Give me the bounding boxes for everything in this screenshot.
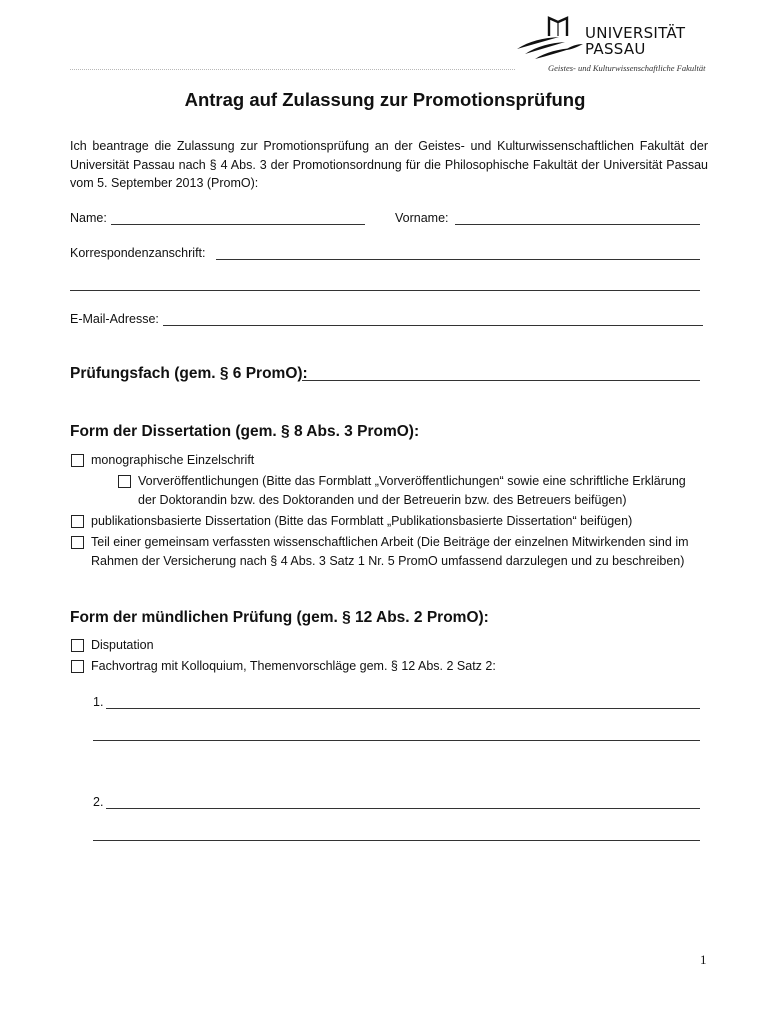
name-label: Name:	[70, 211, 107, 225]
option-fachvortrag: Fachvortrag mit Kolloquium, Themenvorschläge gem. § 12 Abs. 2 Satz 2:	[91, 659, 496, 673]
name-field[interactable]	[111, 224, 365, 225]
option-disputation: Disputation	[91, 638, 154, 652]
pruefungsfach-label: Prüfungsfach (gem. § 6 PromO):	[70, 365, 308, 382]
header-divider	[70, 69, 515, 70]
oral-exam-heading: Form der mündlichen Prüfung (gem. § 12 Abs. 2 PromO):	[70, 609, 489, 626]
dissertation-heading: Form der Dissertation (gem. § 8 Abs. 3 PromO):	[70, 423, 420, 440]
email-field[interactable]	[163, 325, 703, 326]
faculty-subtitle: Geistes- und Kulturwissenschaftliche Fakultät	[548, 63, 706, 73]
university-name-line2: PASSAU	[585, 40, 646, 58]
topic-1-field-line2[interactable]	[93, 740, 700, 741]
checkbox-fachvortrag[interactable]	[71, 660, 84, 673]
topic-2-field-line2[interactable]	[93, 840, 700, 841]
option-vorveroeffentlichungen: Vorveröffentlichungen (Bitte das Formblatt „Vorveröffentlichungen“ sowie eine schriftliche Erklärung der Doktorandin bzw. des Doktoranden und der Betreuerin bzw. des Betreuers beifügen)	[138, 474, 686, 507]
university-logo	[515, 14, 715, 76]
checkbox-gemeinsame-arbeit[interactable]	[71, 536, 84, 549]
topic-number-1: 1.	[93, 695, 104, 709]
checkbox-monographie[interactable]	[71, 454, 84, 467]
topic-number-2: 2.	[93, 795, 104, 809]
email-label: E-Mail-Adresse:	[70, 312, 159, 326]
university-emblem-icon	[515, 14, 585, 60]
vorname-label: Vorname:	[395, 211, 449, 225]
checkbox-publikationsbasiert[interactable]	[71, 515, 84, 528]
topic-2-field[interactable]	[106, 808, 700, 809]
university-name-line1: UNIVERSITÄT	[585, 24, 686, 42]
checkbox-disputation[interactable]	[71, 639, 84, 652]
page-number: 1	[700, 952, 707, 967]
korrespondenz-field-line2[interactable]	[70, 290, 700, 291]
korrespondenz-field[interactable]	[216, 259, 700, 260]
korrespondenz-label: Korrespondenzanschrift:	[70, 246, 206, 260]
option-publikationsbasiert: publikationsbasierte Dissertation (Bitte das Formblatt „Publikationsbasierte Dissertation“ beifügen)	[91, 514, 633, 528]
checkbox-vorveroeffentlichungen[interactable]	[118, 475, 131, 488]
pruefungsfach-field[interactable]	[302, 380, 700, 381]
option-monographie: monographische Einzelschrift	[91, 453, 255, 467]
topic-1-field[interactable]	[106, 708, 700, 709]
page-title: Antrag auf Zulassung zur Promotionsprüfung	[184, 89, 586, 110]
vorname-field[interactable]	[455, 224, 700, 225]
intro-paragraph: Ich beantrage die Zulassung zur Promotionsprüfung an der Geistes- und Kulturwissenschaftlichen Fakultät der Universität Passau nach § 4 Abs. 3 der Promotionsordnung für die Philosophische Fakultät der Universität Passau vom 5. September 2013 (PromO):	[70, 139, 708, 190]
option-gemeinsame-arbeit: Teil einer gemeinsam verfassten wissenschaftlichen Arbeit (Die Beiträge der einzelnen Mitwirkenden sind im Rahmen der Versicherung nach § 4 Abs. 3 Satz 1 Nr. 5 PromO umfassend darzulegen und zu beschreiben)	[91, 535, 689, 568]
